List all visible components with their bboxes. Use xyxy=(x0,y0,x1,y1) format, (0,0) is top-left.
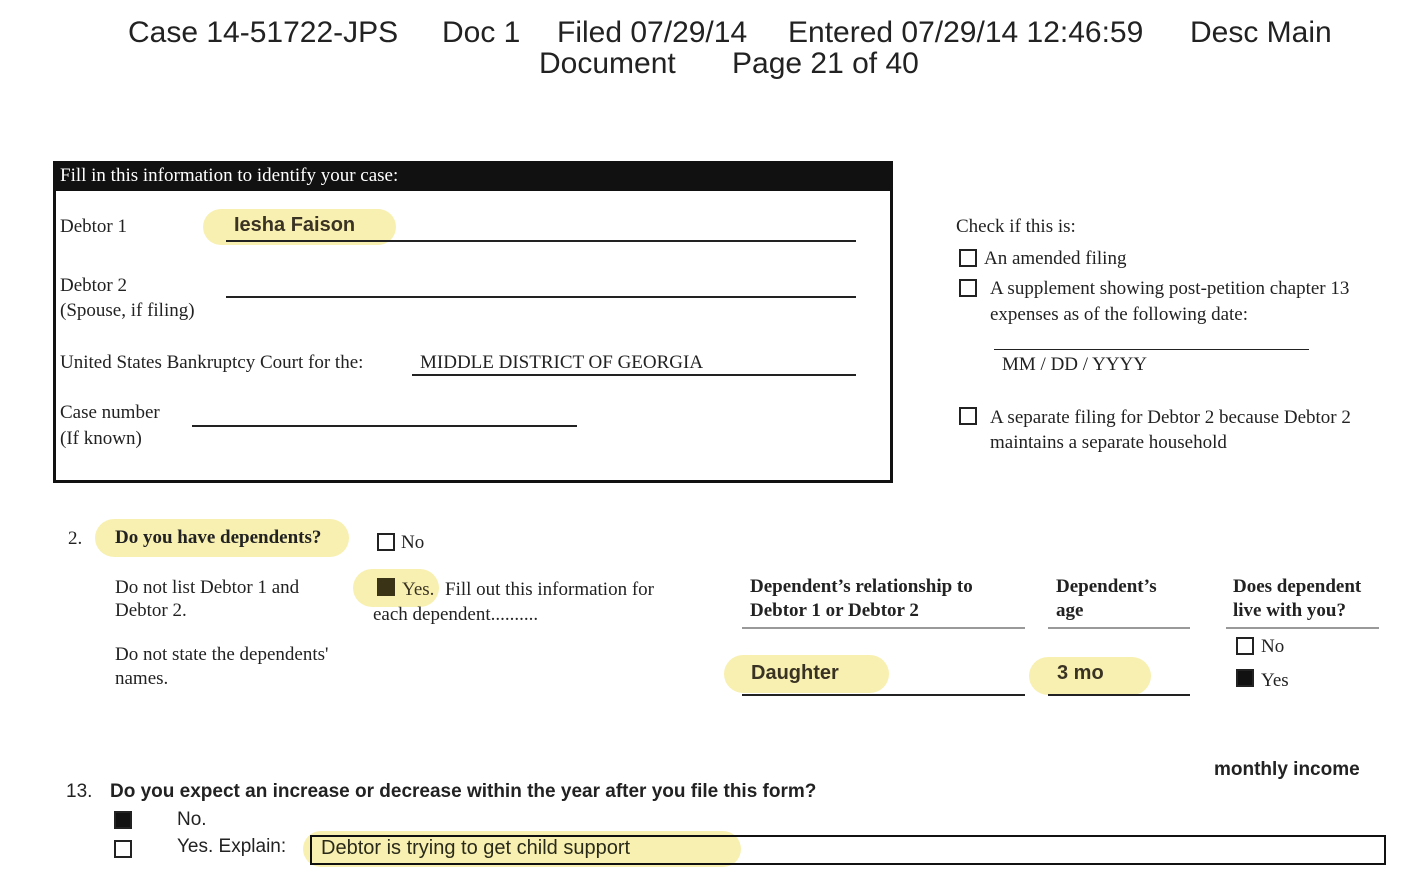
supplement-date-placeholder: MM / DD / YYYY xyxy=(1002,354,1147,375)
dependents-yes-label: Yes. xyxy=(402,579,435,600)
q13-yes-label: Yes. Explain: xyxy=(177,836,287,857)
debtor2-line xyxy=(226,296,856,298)
q13-yes-checkbox[interactable] xyxy=(114,840,132,858)
col-age-rule xyxy=(1048,627,1190,629)
live-with-no-label: No xyxy=(1261,636,1285,657)
doc-number-header: Doc 1 xyxy=(442,16,521,49)
col-live-line1: Does dependent xyxy=(1233,576,1362,597)
identify-case-title: Fill in this information to identify your case: xyxy=(60,165,399,186)
dependent-age-line xyxy=(1048,694,1190,696)
col-relationship-line1: Dependent’s relationship to xyxy=(750,576,973,597)
q2-note1-line1: Do not list Debtor 1 and xyxy=(115,577,300,598)
supplement-checkbox[interactable] xyxy=(959,279,977,297)
case-number-sub: (If known) xyxy=(60,428,142,449)
dependent-relationship-line xyxy=(742,694,1025,696)
document-label: Document xyxy=(539,47,676,80)
page-count: Page 21 of 40 xyxy=(732,47,919,80)
q13-question: Do you expect an increase or decrease within the year after you file this form? xyxy=(110,781,817,802)
live-with-yes-label: Yes xyxy=(1261,670,1289,691)
case-number-label: Case number xyxy=(60,402,160,423)
dependent-age-value: 3 mo xyxy=(1057,662,1104,684)
dependents-yes-instruction-2: each dependent.......... xyxy=(373,604,539,625)
q2-note2-line2: names. xyxy=(115,668,169,689)
live-with-yes-checkbox[interactable] xyxy=(1236,669,1254,687)
debtor1-label: Debtor 1 xyxy=(60,216,128,237)
debtor1-value: Iesha Faison xyxy=(234,214,356,236)
dependents-yes-instruction: Fill out this information for xyxy=(445,579,654,600)
q13-number: 13. xyxy=(66,781,93,802)
dependents-no-label: No xyxy=(401,532,425,553)
debtor1-line xyxy=(226,240,856,242)
dependents-no-checkbox[interactable] xyxy=(377,533,395,551)
separate-filing-checkbox[interactable] xyxy=(959,407,977,425)
q2-number: 2. xyxy=(68,528,83,549)
col-age-line1: Dependent’s xyxy=(1056,576,1157,597)
supplement-label-line2: expenses as of the following date: xyxy=(990,304,1249,325)
identify-case-box-header xyxy=(53,161,893,191)
desc-header: Desc Main xyxy=(1190,16,1332,49)
q2-question: Do you have dependents? xyxy=(115,527,322,548)
court-value: MIDDLE DISTRICT OF GEORGIA xyxy=(420,352,704,373)
separate-filing-label-line2: maintains a separate household xyxy=(990,432,1227,453)
dependent-relationship-value: Daughter xyxy=(751,662,839,684)
dependents-yes-checkbox[interactable] xyxy=(377,578,395,596)
supplement-label-line1: A supplement showing post-petition chapter 13 xyxy=(990,278,1350,299)
q2-note2-line1: Do not state the dependents' xyxy=(115,644,329,665)
identify-case-box xyxy=(53,161,893,483)
live-with-no-checkbox[interactable] xyxy=(1236,637,1254,655)
supplement-date-line xyxy=(994,349,1309,350)
entered-date-header: Entered 07/29/14 12:46:59 xyxy=(788,16,1144,49)
q13-no-label: No. xyxy=(177,809,207,830)
debtor2-sub: (Spouse, if filing) xyxy=(60,300,195,321)
court-label: United States Bankruptcy Court for the: xyxy=(60,352,364,373)
q2-note1-line2: Debtor 2. xyxy=(115,600,187,621)
q13-no-checkbox[interactable] xyxy=(114,811,132,829)
col-live-rule xyxy=(1226,627,1379,629)
monthly-income-label: monthly income xyxy=(1214,759,1360,780)
filed-date-header: Filed 07/29/14 xyxy=(557,16,748,49)
amended-filing-label: An amended filing xyxy=(984,248,1127,269)
separate-filing-label-line1: A separate filing for Debtor 2 because Debtor 2 xyxy=(990,407,1351,428)
check-if-title: Check if this is: xyxy=(956,216,1076,237)
col-relationship-line2: Debtor 1 or Debtor 2 xyxy=(750,600,919,621)
court-line xyxy=(412,374,856,376)
q13-explain-value: Debtor is trying to get child support xyxy=(321,837,631,859)
col-age-line2: age xyxy=(1056,600,1084,621)
case-number-line xyxy=(192,425,577,427)
amended-filing-checkbox[interactable] xyxy=(959,249,977,267)
col-live-line2: live with you? xyxy=(1233,600,1346,621)
debtor2-label: Debtor 2 xyxy=(60,275,128,296)
col-relationship-rule xyxy=(742,627,1025,629)
case-number-header: Case 14-51722-JPS xyxy=(128,16,399,49)
